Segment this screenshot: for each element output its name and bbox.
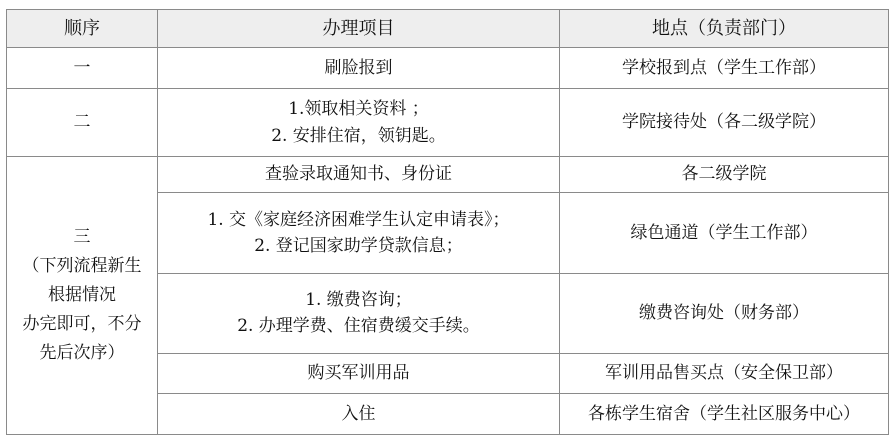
- row3a-place: 各二级学院: [560, 157, 889, 192]
- row2-item-line1: 1.领取相关资料 ；: [288, 99, 429, 120]
- row3e-place: 各栋学生宿舍（学生社区服务中心）: [560, 394, 889, 435]
- table-row: [7, 157, 889, 192]
- row3b-item: [158, 192, 560, 273]
- row3c-item-line2: 2. 办理学费、住宿费缓交手续。: [237, 316, 480, 337]
- row3c-item: [158, 274, 560, 353]
- table-row: [7, 88, 889, 157]
- row3b-place: 绿色通道（学生工作部）: [560, 192, 889, 273]
- row3-order-line1: 三: [73, 227, 91, 248]
- row3-order-line5: 先后次序）: [39, 343, 125, 363]
- row2-order: 二: [7, 88, 158, 157]
- row3c-item-line1: 1. 缴费咨询；: [305, 290, 412, 310]
- row3a-item: 查验录取通知书、身份证: [158, 157, 560, 192]
- table-header-row: [7, 10, 889, 48]
- row3b-item-line2: 2. 登记国家助学贷款信息；: [254, 235, 463, 256]
- row2-place: 学院接待处（各二级学院）: [560, 88, 889, 157]
- header-place: 地点（负责部门）: [560, 10, 889, 48]
- header-item: 办理项目: [158, 10, 560, 48]
- row2-item: [158, 88, 560, 157]
- row3c-place: 缴费咨询处（财务部）: [560, 274, 889, 353]
- registration-procedure-table: [6, 9, 889, 435]
- row3-order-line2: （下列流程新生: [22, 256, 142, 277]
- row3-order-line4: 办完即可，不分: [22, 314, 142, 335]
- header-order: 顺序: [7, 10, 158, 48]
- row3e-item: 入住: [158, 394, 560, 435]
- row1-order: 一: [7, 48, 158, 89]
- row3b-item-line1: 1. 交《家庭经济困难学生认定申请表》；: [207, 209, 510, 230]
- row3-order-line3: 根据情况: [48, 285, 116, 306]
- row3d-place: 军训用品售买点（安全保卫部）: [560, 353, 889, 394]
- row2-item-line2: 2. 安排住宿，领钥匙。: [271, 125, 446, 146]
- row3d-item: 购买军训用品: [158, 353, 560, 394]
- row1-place: 学校报到点（学生工作部）: [560, 48, 889, 89]
- row3-order: [7, 157, 158, 435]
- row1-item: 刷脸报到: [158, 48, 560, 89]
- table-row: [7, 48, 889, 89]
